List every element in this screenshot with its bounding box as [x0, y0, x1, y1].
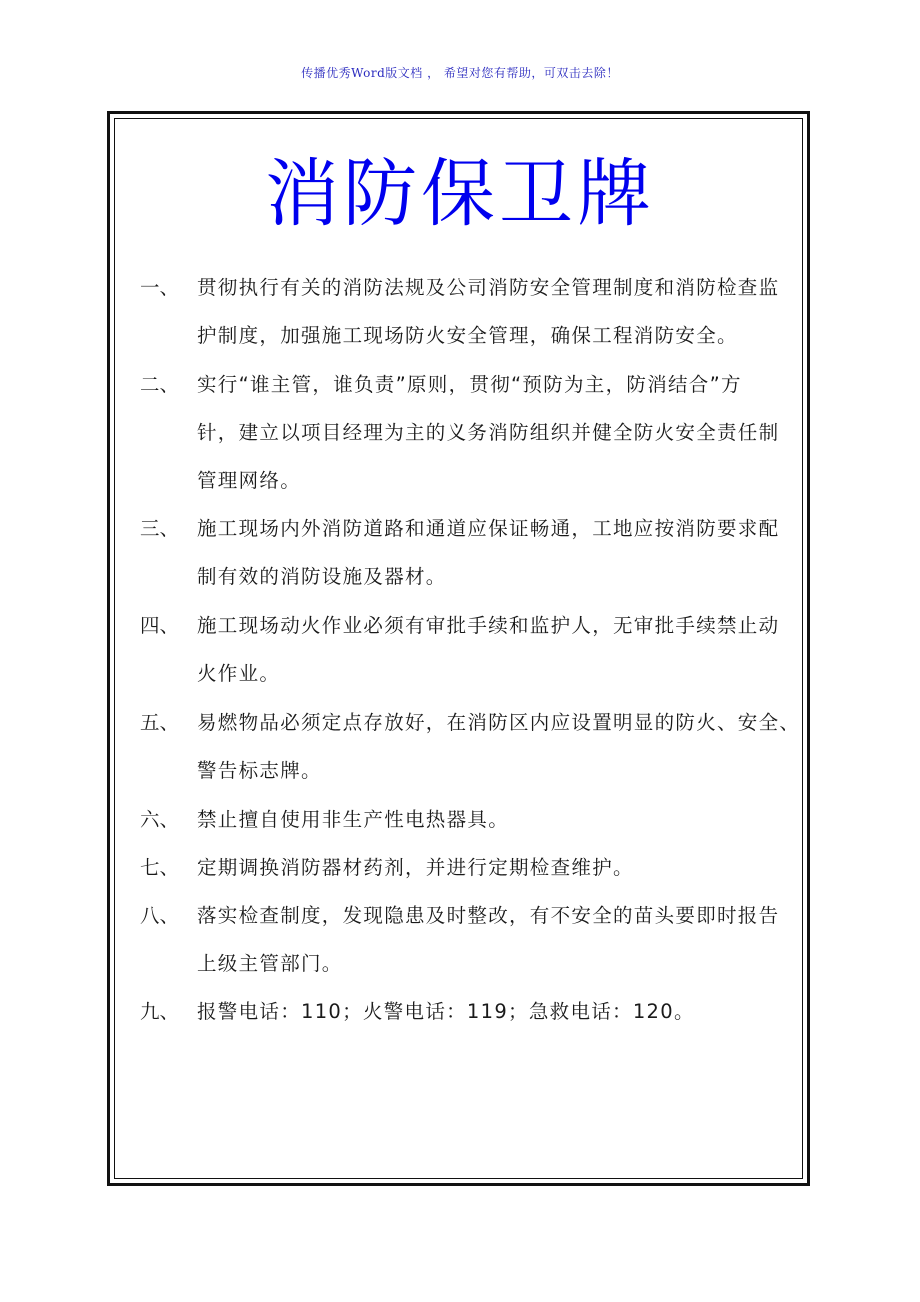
rule-text [197, 988, 802, 1036]
rule-line: 报警电话：110；火警电话：119；急救电话：120。 [197, 1000, 695, 1023]
rule-line: 警告标志牌。 [197, 759, 322, 782]
rule-text [197, 699, 802, 795]
rule-text [197, 602, 802, 698]
header-note: 传播优秀Word版文档 ， 希望对您有帮助，可双击去除！ [301, 66, 619, 80]
rule-line: 定期调换消防器材药剂，并进行定期检查维护。 [197, 856, 634, 879]
rule-number: 八、 [140, 904, 180, 927]
rule-line: 易燃物品必须定点存放好，在消防区内应设置明显的防火、安全、 [197, 711, 801, 734]
rule-number: 七、 [140, 856, 180, 879]
rule-number: 三、 [140, 517, 180, 540]
rule-line: 落实检查制度，发现隐患及时整改，有不安全的苗头要即时报告 [197, 904, 780, 927]
rule-number: 四、 [140, 614, 180, 637]
rule-line: 制有效的消防设施及器材。 [197, 565, 447, 588]
rule-number: 九、 [140, 1000, 180, 1023]
rule-line: 实行“谁主管，谁负责”原则，贯彻“预防为主，防消结合”方 [197, 373, 742, 396]
page-title: 消防保卫牌 [265, 151, 655, 237]
rule-text [197, 361, 802, 505]
rule-number: 五、 [140, 711, 180, 734]
rule-text [197, 844, 802, 892]
rule-text [197, 264, 802, 360]
rule-line: 禁止擅自使用非生产性电热器具。 [197, 808, 510, 831]
rule-line: 护制度，加强施工现场防火安全管理，确保工程消防安全。 [197, 324, 738, 347]
rule-number: 六、 [140, 808, 180, 831]
rule-line: 管理网络。 [197, 469, 302, 492]
rule-line: 贯彻执行有关的消防法规及公司消防安全管理制度和消防检查监 [197, 276, 780, 299]
rule-line: 火作业。 [197, 662, 281, 685]
rule-line: 上级主管部门。 [197, 952, 343, 975]
rule-line: 针，建立以项目经理为主的义务消防组织并健全防火安全责任制 [197, 421, 780, 444]
rule-text [197, 892, 802, 988]
rule-text [197, 796, 802, 844]
rule-text [197, 505, 802, 601]
rule-number: 二、 [140, 373, 180, 396]
rule-line: 施工现场内外消防道路和通道应保证畅通，工地应按消防要求配 [197, 517, 780, 540]
rule-number: 一、 [140, 276, 180, 299]
rule-line: 施工现场动火作业必须有审批手续和监护人，无审批手续禁止动 [197, 614, 780, 637]
